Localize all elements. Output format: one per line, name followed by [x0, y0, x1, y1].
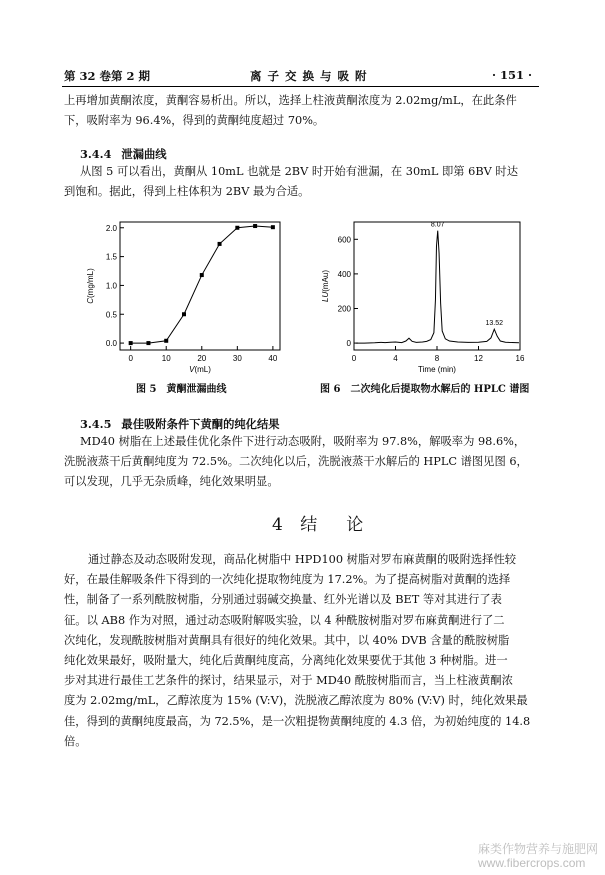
x-tick-label: 0	[351, 354, 357, 363]
peak-label: 13.52	[485, 320, 504, 328]
y-axis-label: C(mg/mL)	[86, 268, 95, 304]
text-line: 通过静态及动态吸附发现，商品化树脂中 HPD100 树脂对罗布麻黄酮的吸附选择性较	[88, 553, 517, 566]
data-point	[218, 242, 222, 246]
y-tick-label: 1.0	[105, 281, 117, 291]
y-tick-label: 600	[337, 235, 351, 245]
intro-paragraph	[64, 91, 517, 131]
peak-label: 8.07	[430, 221, 445, 229]
x-tick-label: 40	[268, 354, 278, 363]
data-point	[235, 226, 239, 230]
header-rule	[62, 86, 539, 87]
text-line: 度为 2.02mg/mL，乙醇浓度为 15% (V:V)，洗脱液乙醇浓度为 80% (V:V) 时，纯化效果最	[64, 694, 528, 708]
text-line: 下，吸附率为 96.4%，得到的黄酮纯度超过 70%。	[64, 114, 325, 128]
x-tick-label: 4	[393, 354, 398, 363]
text-line: 步对其进行最佳工艺条件的探讨，结果显示，对于 MD40 酰胺树脂而言，当上柱液黄酮浓	[64, 674, 513, 688]
leakage-paragraph	[64, 162, 518, 202]
x-tick-label: 16	[515, 354, 525, 363]
y-tick-label: 400	[337, 269, 351, 279]
x-tick-label: 20	[197, 354, 207, 363]
x-tick-label: 0	[128, 354, 133, 363]
x-tick-label: 12	[474, 354, 483, 363]
section-4-heading: 4 结 论	[272, 515, 370, 535]
text-line: 征。以 AB8 作为对照，通过动态吸附解吸实验，以 4 种酰胺树脂对罗布麻黄酮进行了二	[64, 613, 505, 627]
y-tick-label: 1.5	[105, 252, 117, 262]
text-line: 洗脱液蒸干后黄酮纯度为 72.5%。二次纯化以后，洗脱液蒸干水解后的 HPLC 谱图见图 6，	[64, 455, 528, 469]
y-tick-label: 0.5	[105, 310, 117, 320]
text-line: 纯化效果最好，吸附量大，纯化后黄酮纯度高，分离纯化效果要优于其他 3 种树脂。进一	[64, 654, 508, 668]
purification-paragraph	[64, 432, 528, 493]
section-title: 最佳吸附条件下黄酮的纯化结果	[121, 417, 280, 431]
y-tick-label: 0.0	[105, 339, 117, 349]
data-point	[129, 341, 133, 345]
data-point	[253, 224, 257, 228]
figure-6-caption: 图 6 二次纯化后提取物水解后的 HPLC 谱图	[320, 384, 530, 395]
figure-5-leakage-curve	[82, 214, 292, 376]
section-heading-3-4-5	[80, 416, 280, 432]
text-line: MD40 树脂在上述最佳优化条件下进行动态吸附，吸附率为 97.8%，解吸率为 98.6%，	[80, 435, 526, 448]
text-line: 从图 5 可以看出，黄酮从 10mL 也就是 2BV 时开始有泄漏，在 30mL 即第 6BV 时达	[80, 165, 518, 178]
y-axis-label: LU(mAu)	[321, 269, 330, 303]
figure-6-hplc-chromatogram	[318, 214, 533, 376]
text-line: 好，在最佳解吸条件下得到的一次纯化提取物纯度为 17.2%。为了提高树脂对黄酮的选择	[64, 573, 511, 587]
watermark-site-name: 麻类作物营养与施肥网	[478, 842, 599, 856]
text-line: 倍。	[64, 734, 87, 748]
watermark-url: www.fibercrops.com	[478, 856, 586, 870]
text-line: 次纯化，发现酰胺树脂对黄酮具有很好的纯化效果。其中，以 40% DVB 含量的酰胺树脂	[64, 633, 510, 647]
x-tick-label: 30	[232, 354, 242, 363]
x-tick-label: 10	[161, 354, 171, 363]
header-journal-title: 离 子 交 换 与 吸 附	[250, 69, 368, 83]
series-line	[131, 226, 273, 343]
section-heading-3-4-4	[80, 146, 167, 162]
text-line: 到饱和。据此，得到上柱体积为 2BV 最为合适。	[64, 185, 310, 199]
section-title: 泄漏曲线	[121, 147, 167, 161]
header-issue: 第 32 卷第 2 期	[64, 69, 151, 83]
x-axis-label: V(mL)	[189, 365, 211, 374]
text-line: 性，制备了一系列酰胺树脂，分别通过弱碱交换量、红外光谱以及 BET 等对其进行了表	[64, 593, 502, 607]
x-axis-label: Time (min)	[418, 365, 456, 374]
section-number: 3.4.5	[80, 417, 112, 431]
text-line: 佳，得到的黄酮纯度最高，为 72.5%，是一次粗提物黄酮纯度的 4.3 倍，为初始纯度的 14.8	[64, 714, 531, 728]
section-number: 3.4.4	[80, 147, 112, 161]
data-point	[271, 225, 275, 229]
plot-frame	[120, 222, 280, 350]
data-point	[146, 341, 150, 345]
text-line: 可以发现，几乎无杂质峰，纯化效果明显。	[64, 475, 279, 489]
text-line: 上再增加黄酮浓度，黄酮容易析出。所以，选择上柱液黄酮浓度为 2.02mg/mL，在此条件	[64, 94, 517, 107]
data-point	[164, 339, 168, 343]
data-point	[200, 273, 204, 277]
y-tick-label: 2.0	[105, 223, 117, 233]
x-tick-label: 8	[434, 354, 440, 363]
header-page-number: · 151 ·	[492, 68, 533, 82]
data-point	[182, 312, 186, 316]
conclusion-paragraph	[64, 550, 530, 752]
figure-5-caption: 图 5 黄酮泄漏曲线	[136, 384, 227, 395]
y-tick-label: 0	[346, 339, 351, 349]
y-tick-label: 200	[337, 304, 351, 314]
